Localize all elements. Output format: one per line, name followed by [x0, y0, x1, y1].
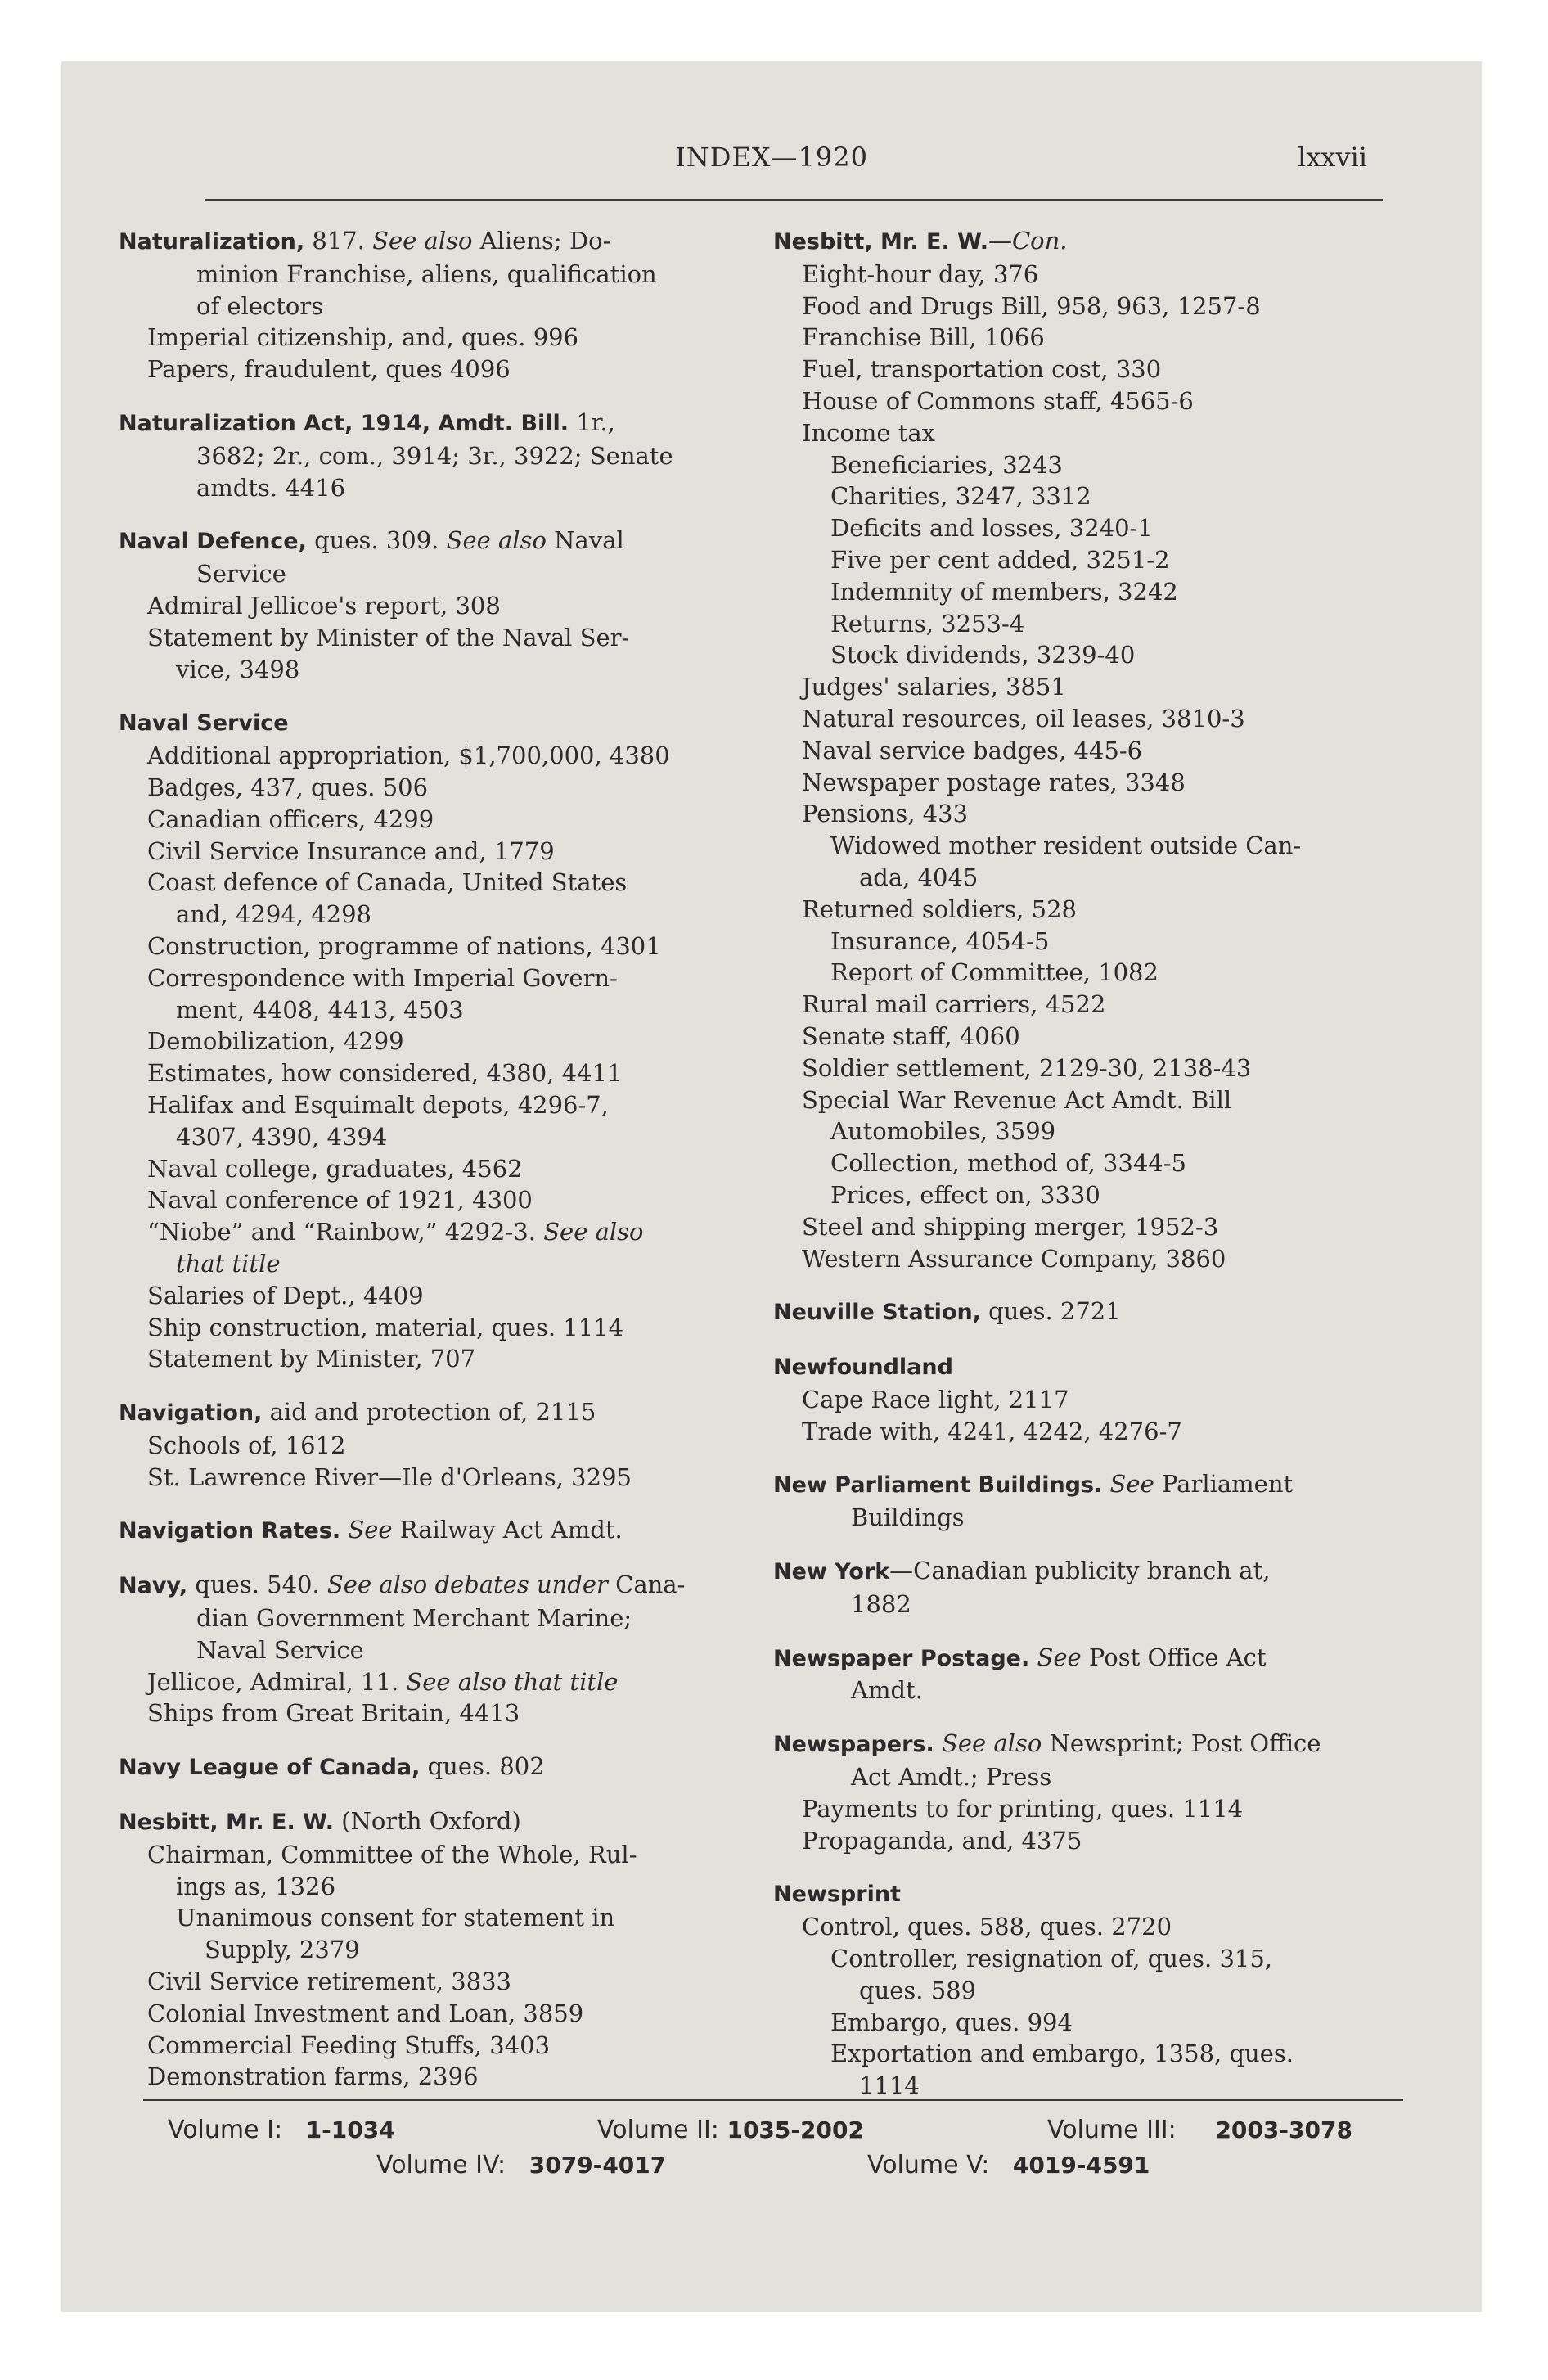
entry-line — [119, 1902, 749, 1934]
volume-2-range: 1035-2002 — [727, 2116, 864, 2143]
entry-line — [119, 1697, 749, 1729]
index-entry — [773, 1468, 1403, 1534]
entry-line — [119, 558, 749, 590]
entry-line — [119, 1934, 749, 1966]
entry-text: Five per cent added, 3251-2 — [830, 545, 1170, 574]
volume-2-label: Volume II: — [597, 2116, 719, 2144]
entry-text: Deficits and losses, 3240-1 — [830, 514, 1153, 543]
entry-line — [119, 1966, 749, 1998]
entry-line — [119, 1248, 749, 1280]
entry-line — [773, 385, 1403, 417]
volume-3 — [1047, 2116, 1352, 2144]
entry-heading: Naturalization, — [119, 229, 305, 255]
entry-text: Ship construction, material, ques. 1114 — [147, 1313, 624, 1341]
entry-text: Franchise Bill, 1066 — [802, 323, 1045, 352]
entry-text: Exportation and embargo, 1358, ques. — [830, 2040, 1294, 2068]
entry-heading-line — [119, 225, 749, 259]
index-entry — [773, 1555, 1403, 1620]
entry-heading-line — [119, 1569, 749, 1602]
entry-text: Naval college, graduates, 4562 — [147, 1154, 523, 1183]
index-entry — [119, 1805, 749, 2093]
entry-text: Salaries of Dept., 4409 — [147, 1281, 424, 1309]
entry-heading-line — [773, 1877, 1403, 1911]
entry-text: (North Oxford) — [333, 1807, 521, 1836]
entry-text: Cana- — [607, 1571, 686, 1599]
entry-text: 3682; 2r., com., 3914; 3r., 3922; Senate — [196, 441, 673, 470]
index-entry — [119, 1751, 749, 1784]
entry-text: Unanimous consent for statement in — [176, 1904, 615, 1932]
entry-text: Special War Revenue Act Amdt. Bill — [802, 1085, 1232, 1114]
entry-line — [119, 472, 749, 504]
entry-line — [119, 772, 749, 804]
entry-text: Canadian officers, 4299 — [147, 805, 434, 833]
entry-text: Badges, 437, ques. 506 — [147, 773, 429, 801]
page-header — [61, 142, 1482, 191]
entry-heading-line — [773, 1728, 1403, 1761]
entry-line — [773, 2007, 1403, 2039]
header-rule — [205, 199, 1383, 201]
entry-text: Statement by Minister of the Naval Ser- — [147, 623, 630, 651]
entry-line — [773, 1825, 1403, 1857]
index-column-left — [119, 225, 749, 2114]
entry-text: Buildings — [851, 1503, 965, 1532]
entry-heading-line — [119, 407, 749, 440]
entry-text: and, 4294, 4298 — [176, 900, 372, 929]
entry-text: Naval conference of 1921, 4300 — [147, 1186, 533, 1215]
entry-heading: Naval Defence, — [119, 529, 307, 555]
entry-line — [119, 1184, 749, 1216]
entry-line — [119, 1025, 749, 1057]
entry-line — [119, 259, 749, 291]
entry-line — [773, 480, 1403, 512]
entry-line — [119, 322, 749, 354]
entry-text: St. Lawrence River—Ile d'Orleans, 3295 — [147, 1463, 632, 1491]
entry-line — [119, 1871, 749, 1903]
entry-line — [773, 1021, 1403, 1053]
italic-text: See also — [372, 227, 473, 255]
entry-line — [773, 1975, 1403, 2007]
entry-heading-line — [773, 225, 1403, 259]
entry-line — [119, 867, 749, 899]
entry-heading: Newspapers. — [773, 1732, 934, 1758]
entry-line — [119, 654, 749, 686]
entry-text: Halifax and Esquimalt depots, 4296-7, — [147, 1090, 609, 1119]
entry-text: Automobiles, 3599 — [830, 1117, 1056, 1146]
entry-text: Beneficiaries, 3243 — [830, 450, 1063, 479]
entry-text: Widowed mother resident outside Can- — [830, 832, 1302, 860]
entry-text: Fuel, transportation cost, 330 — [802, 355, 1162, 384]
entry-text: Charities, 3247, 3312 — [830, 482, 1091, 511]
italic-text: See also — [941, 1729, 1042, 1758]
entry-text: Railway Act Amdt. — [392, 1516, 623, 1544]
entry-text: Insurance, 4054-5 — [830, 926, 1050, 955]
entry-line — [773, 417, 1403, 449]
entry-text: ques. 309. — [306, 526, 447, 555]
entry-text: dian Government Merchant Marine; — [196, 1604, 632, 1633]
volume-1 — [168, 2116, 395, 2144]
entry-line — [773, 1147, 1403, 1179]
entry-line — [773, 1502, 1403, 1534]
entry-line — [773, 926, 1403, 958]
entry-line — [773, 639, 1403, 671]
index-entry — [773, 1296, 1403, 1329]
running-title: INDEX—1920 — [675, 142, 868, 173]
italic-text: See also that title — [406, 1667, 619, 1696]
entry-text: aid and protection of, 2115 — [262, 1398, 596, 1427]
entry-text: Demobilization, 4299 — [147, 1027, 404, 1056]
entry-heading-line — [773, 1555, 1403, 1589]
entry-line — [773, 576, 1403, 608]
entry-line — [773, 767, 1403, 799]
entry-text: ques. 802 — [420, 1752, 545, 1781]
entry-heading-line — [119, 706, 749, 740]
entry-heading: Navigation, — [119, 1400, 263, 1427]
index-entry — [119, 1514, 749, 1548]
italic-text: See — [348, 1516, 393, 1544]
entry-line — [773, 989, 1403, 1021]
index-entry — [119, 706, 749, 1375]
entry-heading: Newfoundland — [773, 1355, 953, 1381]
entry-text: Returns, 3253-4 — [830, 609, 1025, 638]
entry-text: —Canadian publicity branch at, — [889, 1557, 1271, 1585]
entry-line — [773, 1116, 1403, 1147]
entry-line — [119, 2030, 749, 2062]
entry-heading-line — [119, 1751, 749, 1784]
entry-heading: Newspaper Postage. — [773, 1645, 1030, 1671]
entry-text: vice, 3498 — [176, 655, 300, 683]
entry-heading: New York — [773, 1559, 890, 1585]
entry-line — [119, 740, 749, 772]
entry-line — [773, 259, 1403, 291]
entry-text: Papers, fraudulent, ques 4096 — [147, 355, 511, 384]
entry-line — [119, 291, 749, 322]
entry-line — [773, 1179, 1403, 1211]
entry-line — [119, 622, 749, 654]
entry-text: Civil Service Insurance and, 1779 — [147, 836, 555, 865]
volume-5 — [867, 2151, 1150, 2179]
entry-line — [773, 1416, 1403, 1448]
entry-text: minion Franchise, aliens, qualification — [196, 259, 657, 288]
entry-text: Natural resources, oil leases, 3810-3 — [802, 704, 1245, 732]
page-number: lxxvii — [1298, 142, 1367, 173]
entry-text: Newspaper postage rates, 3348 — [802, 768, 1186, 796]
entry-line — [119, 1462, 749, 1494]
entry-line — [119, 1089, 749, 1121]
entry-line — [773, 608, 1403, 640]
entry-line — [119, 1839, 749, 1871]
entry-line — [773, 354, 1403, 385]
entry-heading: Nesbitt, Mr. E. W. — [773, 229, 988, 255]
italic-text: See — [1109, 1470, 1154, 1499]
entry-line — [119, 1121, 749, 1153]
italic-text: See also debates under — [326, 1571, 608, 1599]
entry-text: Embargo, ques. 994 — [830, 2008, 1073, 2036]
entry-text: Correspondence with Imperial Govern- — [147, 963, 618, 992]
entry-text: Western Assurance Company, 3860 — [802, 1244, 1226, 1273]
entry-line — [119, 994, 749, 1026]
entry-line — [119, 590, 749, 622]
volume-4-label: Volume IV: — [376, 2151, 506, 2179]
entry-text: Civil Service retirement, 3833 — [147, 1968, 511, 1996]
entry-text: Judges' salaries, 3851 — [802, 673, 1066, 701]
index-entry — [119, 525, 749, 685]
entry-text: Colonial Investment and Loan, 3859 — [147, 1999, 584, 2027]
entry-line — [773, 671, 1403, 703]
italic-text: See — [1037, 1643, 1082, 1671]
entry-text: Soldier settlement, 2129-30, 2138-43 — [802, 1053, 1252, 1082]
index-entry — [119, 225, 749, 385]
entry-line — [119, 804, 749, 836]
entry-text: Additional appropriation, $1,700,000, 4380 — [147, 741, 670, 770]
entry-heading-line — [119, 525, 749, 558]
entry-line — [773, 512, 1403, 544]
entry-text: amdts. 4416 — [196, 473, 346, 502]
entry-line — [773, 1761, 1403, 1793]
index-entry — [119, 1396, 749, 1493]
entry-text: Indemnity of members, 3242 — [830, 577, 1178, 606]
entry-text: Naval Service — [196, 1635, 364, 1664]
entry-heading: Navy League of Canada, — [119, 1755, 421, 1781]
volume-4-range: 3079-4017 — [529, 2152, 667, 2179]
entry-heading: Naval Service — [119, 710, 289, 737]
entry-line — [773, 1911, 1403, 1943]
index-entry — [119, 1569, 749, 1729]
entry-text: ment, 4408, 4413, 4503 — [176, 995, 464, 1024]
entry-line — [773, 291, 1403, 322]
entry-text: of electors — [196, 291, 324, 320]
entry-text: Post Office Act — [1081, 1643, 1267, 1671]
entry-heading-line — [119, 1514, 749, 1548]
volume-1-range: 1-1034 — [305, 2116, 395, 2143]
entry-text: Ships from Great Britain, 4413 — [147, 1699, 520, 1728]
entry-text: Stock dividends, 3239-40 — [830, 641, 1136, 669]
entry-text: Jellicoe, Admiral, 11. — [147, 1667, 407, 1696]
volume-5-range: 4019-4591 — [1012, 2152, 1150, 2179]
entry-text: ada, 4045 — [859, 863, 979, 891]
entry-line — [773, 894, 1403, 926]
entry-line — [773, 1211, 1403, 1243]
entry-line — [773, 1675, 1403, 1706]
entry-line — [773, 449, 1403, 481]
volume-4 — [376, 2151, 666, 2179]
entry-heading-line — [773, 1642, 1403, 1675]
entry-line — [773, 1053, 1403, 1084]
entry-text: Commercial Feeding Stuffs, 3403 — [147, 2031, 551, 2059]
entry-text: Demonstration farms, 2396 — [147, 2062, 479, 2091]
entry-text: Cape Race light, 2117 — [802, 1385, 1069, 1413]
entry-heading-line — [773, 1468, 1403, 1502]
entry-line — [119, 440, 749, 472]
volume-1-label: Volume I: — [168, 2116, 283, 2144]
entry-text: Senate staff, 4060 — [802, 1021, 1020, 1050]
entry-line — [773, 703, 1403, 735]
entry-text: Pensions, 433 — [802, 800, 969, 828]
entry-text: Income tax — [802, 418, 936, 447]
entry-line — [119, 2061, 749, 2093]
index-entry — [773, 1350, 1403, 1447]
italic-text: that title — [176, 1249, 281, 1278]
entry-line — [773, 1943, 1403, 1975]
entry-text: ques. 589 — [859, 1976, 977, 2004]
entry-line — [119, 1216, 749, 1248]
entry-line — [119, 836, 749, 868]
volume-3-label: Volume III: — [1047, 2116, 1177, 2144]
entry-text: Returned soldiers, 528 — [802, 895, 1077, 923]
entry-text — [340, 1516, 348, 1544]
entry-text: Propaganda, and, 4375 — [802, 1826, 1082, 1855]
entry-line — [119, 962, 749, 994]
entry-text: Imperial citizenship, and, ques. 996 — [147, 323, 579, 352]
entry-line — [773, 830, 1403, 862]
entry-heading: Nesbitt, Mr. E. W. — [119, 1810, 334, 1836]
scanned-page — [61, 61, 1482, 2312]
entry-heading: Naturalization Act, 1914, Amdt. Bill. — [119, 410, 569, 436]
entry-line — [773, 1384, 1403, 1416]
entry-heading-line — [119, 1805, 749, 1839]
volume-2 — [597, 2116, 864, 2144]
entry-line — [119, 931, 749, 962]
entry-line — [119, 1153, 749, 1185]
entry-text: Admiral Jellicoe's report, 308 — [147, 591, 501, 620]
entry-line — [773, 2038, 1403, 2070]
entry-line — [119, 1280, 749, 1312]
entry-line — [773, 544, 1403, 576]
entry-text — [934, 1729, 942, 1757]
entry-text: Chairman, Committee of the Whole, Rul- — [147, 1840, 637, 1868]
volume-key-footer — [61, 2091, 1482, 2179]
entry-text: Act Amdt.; Press — [851, 1763, 1052, 1792]
entry-heading: Newsprint — [773, 1882, 901, 1908]
entry-text: ings as, 1326 — [176, 1872, 336, 1900]
entry-heading: Neuville Station, — [773, 1300, 981, 1326]
entry-text: Control, ques. 588, ques. 2720 — [802, 1913, 1172, 1941]
index-entry — [773, 1877, 1403, 2102]
entry-text: 1r., — [569, 408, 615, 436]
index-entry — [119, 407, 749, 503]
entry-text: Collection, method of, 3344-5 — [830, 1149, 1186, 1178]
entry-text: Report of Committee, 1082 — [830, 958, 1159, 987]
entry-line — [773, 957, 1403, 989]
entry-text: Statement by Minister, 707 — [147, 1345, 476, 1373]
entry-heading-line — [773, 1296, 1403, 1329]
entry-text — [1102, 1470, 1109, 1498]
entry-text: 1882 — [851, 1589, 911, 1618]
entry-text: ques. 540. — [187, 1571, 327, 1599]
index-entry — [773, 225, 1403, 1274]
entry-text: Construction, programme of nations, 4301 — [147, 931, 661, 960]
entry-line — [119, 1343, 749, 1375]
entry-heading: Navigation Rates. — [119, 1518, 341, 1544]
entry-heading: New Parliament Buildings. — [773, 1472, 1103, 1499]
entry-heading-line — [119, 1396, 749, 1430]
volume-3-range: 2003-3078 — [1215, 2116, 1352, 2143]
entry-text: Coast defence of Canada, United States — [147, 868, 628, 897]
entry-line — [773, 322, 1403, 354]
index-entry — [773, 1728, 1403, 1856]
entry-text: House of Commons staff, 4565-6 — [802, 386, 1194, 415]
index-entry — [773, 1642, 1403, 1707]
entry-line — [773, 862, 1403, 894]
entry-line — [119, 1634, 749, 1666]
entry-line — [119, 354, 749, 385]
entry-line — [119, 1998, 749, 2030]
entry-text: 1114 — [859, 2071, 920, 2100]
entry-text: Aliens; Do- — [472, 227, 611, 255]
entry-text: Naval service badges, 445-6 — [802, 736, 1143, 764]
entry-line — [119, 1602, 749, 1634]
index-column-right — [773, 225, 1403, 2123]
entry-heading-line — [773, 1350, 1403, 1384]
entry-line — [773, 1084, 1403, 1116]
entry-line — [773, 1589, 1403, 1620]
italic-text: See also — [446, 526, 547, 555]
entry-line — [119, 1057, 749, 1089]
entry-line — [773, 1793, 1403, 1825]
entry-text: Eight-hour day, 376 — [802, 259, 1039, 288]
entry-line — [773, 1243, 1403, 1275]
entry-text: Trade with, 4241, 4242, 4276-7 — [802, 1417, 1182, 1445]
entry-text: “Niobe” and “Rainbow,” 4292-3. — [147, 1218, 544, 1246]
entry-heading: Navy, — [119, 1573, 188, 1599]
entry-text: Newsprint; Post Office — [1042, 1729, 1321, 1758]
italic-text: Con. — [1011, 227, 1068, 255]
entry-text: Food and Drugs Bill, 958, 963, 1257-8 — [802, 291, 1261, 320]
entry-text: Amdt. — [851, 1676, 923, 1705]
entry-text: Steel and shipping merger, 1952-3 — [802, 1212, 1219, 1241]
volume-5-label: Volume V: — [867, 2151, 990, 2179]
entry-text: — — [988, 227, 1012, 255]
entry-line — [773, 735, 1403, 767]
entry-text: ques. 2721 — [980, 1297, 1121, 1326]
entry-text: Service — [196, 560, 286, 588]
entry-line — [773, 798, 1403, 830]
entry-text: Prices, effect on, 3330 — [830, 1180, 1100, 1209]
entry-line — [119, 1312, 749, 1344]
entry-text: Controller, resignation of, ques. 315, — [830, 1945, 1273, 1973]
entry-text: Estimates, how considered, 4380, 4411 — [147, 1059, 623, 1088]
entry-text: Payments to for printing, ques. 1114 — [802, 1794, 1244, 1823]
entry-text: Schools of, 1612 — [147, 1431, 346, 1459]
entry-text: 4307, 4390, 4394 — [176, 1122, 388, 1151]
entry-text: 817. — [304, 227, 373, 255]
entry-text: Parliament — [1154, 1470, 1294, 1499]
entry-text: Supply, 2379 — [205, 1936, 360, 1964]
entry-line — [119, 899, 749, 931]
entry-text: Naval — [546, 526, 624, 555]
entry-line — [119, 1430, 749, 1462]
entry-line — [119, 1666, 749, 1698]
entry-text: Rural mail carriers, 4522 — [802, 990, 1106, 1019]
italic-text: See also — [543, 1218, 644, 1246]
